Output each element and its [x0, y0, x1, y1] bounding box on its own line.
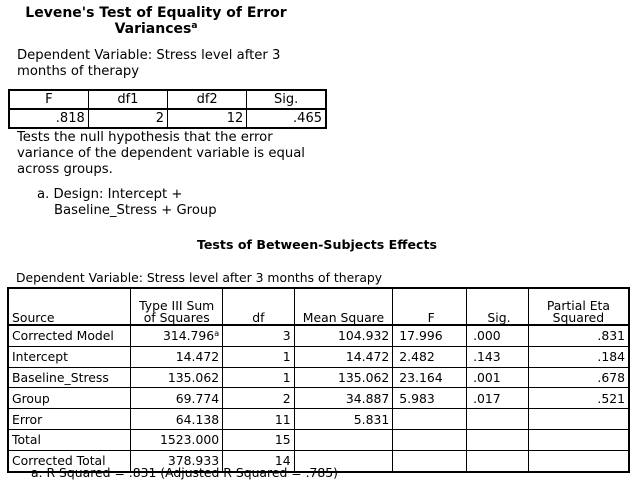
header-partial-eta-squared: Partial Eta Squared	[528, 288, 629, 325]
row-sum-of-squares: 69.774	[131, 388, 223, 409]
row-sig: .001	[467, 367, 529, 388]
table-row	[8, 346, 629, 367]
row-ss-value: 314.796	[162, 328, 215, 344]
row-df: 3	[223, 325, 295, 346]
table-row	[8, 388, 629, 409]
between-dependent-variable: Dependent Variable: Stress level after 3 months of therapy	[16, 270, 383, 285]
levene-header-df1: df1	[88, 90, 167, 109]
levene-title	[10, 5, 302, 37]
row-sum-of-squares: 1523.000	[131, 429, 223, 450]
levene-header-df2: df2	[168, 90, 247, 109]
row-f	[393, 409, 467, 430]
row-f: 23.164	[393, 367, 467, 388]
row-partial-eta	[528, 450, 629, 471]
row-source: Intercept	[8, 346, 131, 367]
row-source: Baseline_Stress	[8, 367, 131, 388]
row-f: 5.983	[393, 388, 467, 409]
row-sig	[467, 450, 529, 471]
table-row	[8, 367, 629, 388]
header-source: Source	[8, 288, 131, 325]
levene-note: Tests the null hypothesis that the error variance of the dependent variable is equal across groups.	[17, 130, 305, 177]
row-mean-square: 34.887	[294, 388, 393, 409]
levene-title-superscript: a	[191, 21, 198, 31]
table-row	[8, 429, 629, 450]
row-sum-of-squares: 14.472	[131, 346, 223, 367]
row-df: 14	[223, 450, 295, 471]
row-mean-square: 5.831	[294, 409, 393, 430]
levene-table	[8, 89, 327, 129]
row-df: 11	[223, 409, 295, 430]
row-sig: .143	[467, 346, 529, 367]
between-title: Tests of Between-Subjects Effects	[196, 237, 438, 252]
levene-header-f: F	[9, 90, 88, 109]
row-sum-of-squares	[131, 325, 223, 346]
header-sig: Sig.	[467, 288, 529, 325]
row-partial-eta	[528, 409, 629, 430]
between-footnote: a. R Squared = .831 (Adjusted R Squared = .785)	[31, 465, 339, 480]
row-mean-square: 135.062	[294, 367, 393, 388]
between-header-row	[8, 288, 629, 325]
row-df: 1	[223, 346, 295, 367]
table-row	[8, 409, 629, 430]
row-f	[393, 429, 467, 450]
row-sum-of-squares: 378.933	[131, 450, 223, 471]
table-row	[8, 325, 629, 346]
row-sig	[467, 409, 529, 430]
row-df: 1	[223, 367, 295, 388]
row-mean-square	[294, 429, 393, 450]
row-partial-eta	[528, 429, 629, 450]
row-source: Total	[8, 429, 131, 450]
row-partial-eta: .521	[528, 388, 629, 409]
row-f	[393, 450, 467, 471]
row-source: Corrected Model	[8, 325, 131, 346]
levene-value-df2: 12	[168, 109, 247, 128]
row-df: 15	[223, 429, 295, 450]
row-partial-eta: .184	[528, 346, 629, 367]
levene-value-f: .818	[9, 109, 88, 128]
between-subjects-table	[7, 287, 630, 473]
row-mean-square: 14.472	[294, 346, 393, 367]
row-df: 2	[223, 388, 295, 409]
levene-value-df1: 2	[88, 109, 167, 128]
levene-header-sig: Sig.	[247, 90, 326, 109]
row-sig: .000	[467, 325, 529, 346]
row-f: 17.996	[393, 325, 467, 346]
row-sig: .017	[467, 388, 529, 409]
header-mean-square: Mean Square	[294, 288, 393, 325]
header-df: df	[223, 288, 295, 325]
levene-header-row	[9, 90, 326, 109]
header-sum-of-squares: Type III Sum of Squares	[131, 288, 223, 325]
row-f: 2.482	[393, 346, 467, 367]
levene-value-sig: .465	[247, 109, 326, 128]
row-sig	[467, 429, 529, 450]
row-partial-eta: .831	[528, 325, 629, 346]
row-mean-square: 104.932	[294, 325, 393, 346]
levene-dependent-variable: Dependent Variable: Stress level after 3 months of therapy	[17, 48, 281, 79]
levene-value-row	[9, 109, 326, 128]
levene-footnote-line1: a. Design: Intercept +	[37, 187, 183, 202]
row-source: Corrected Total	[8, 450, 131, 471]
levene-footnote-line2: Baseline_Stress + Group	[54, 203, 217, 218]
row-source: Error	[8, 409, 131, 430]
row-source: Group	[8, 388, 131, 409]
row-sum-of-squares: 135.062	[131, 367, 223, 388]
levene-title-text: Levene's Test of Equality of Error Variances	[25, 5, 287, 37]
row-partial-eta: .678	[528, 367, 629, 388]
header-f: F	[393, 288, 467, 325]
row-sum-of-squares: 64.138	[131, 409, 223, 430]
row-ss-superscript: a	[214, 329, 220, 339]
